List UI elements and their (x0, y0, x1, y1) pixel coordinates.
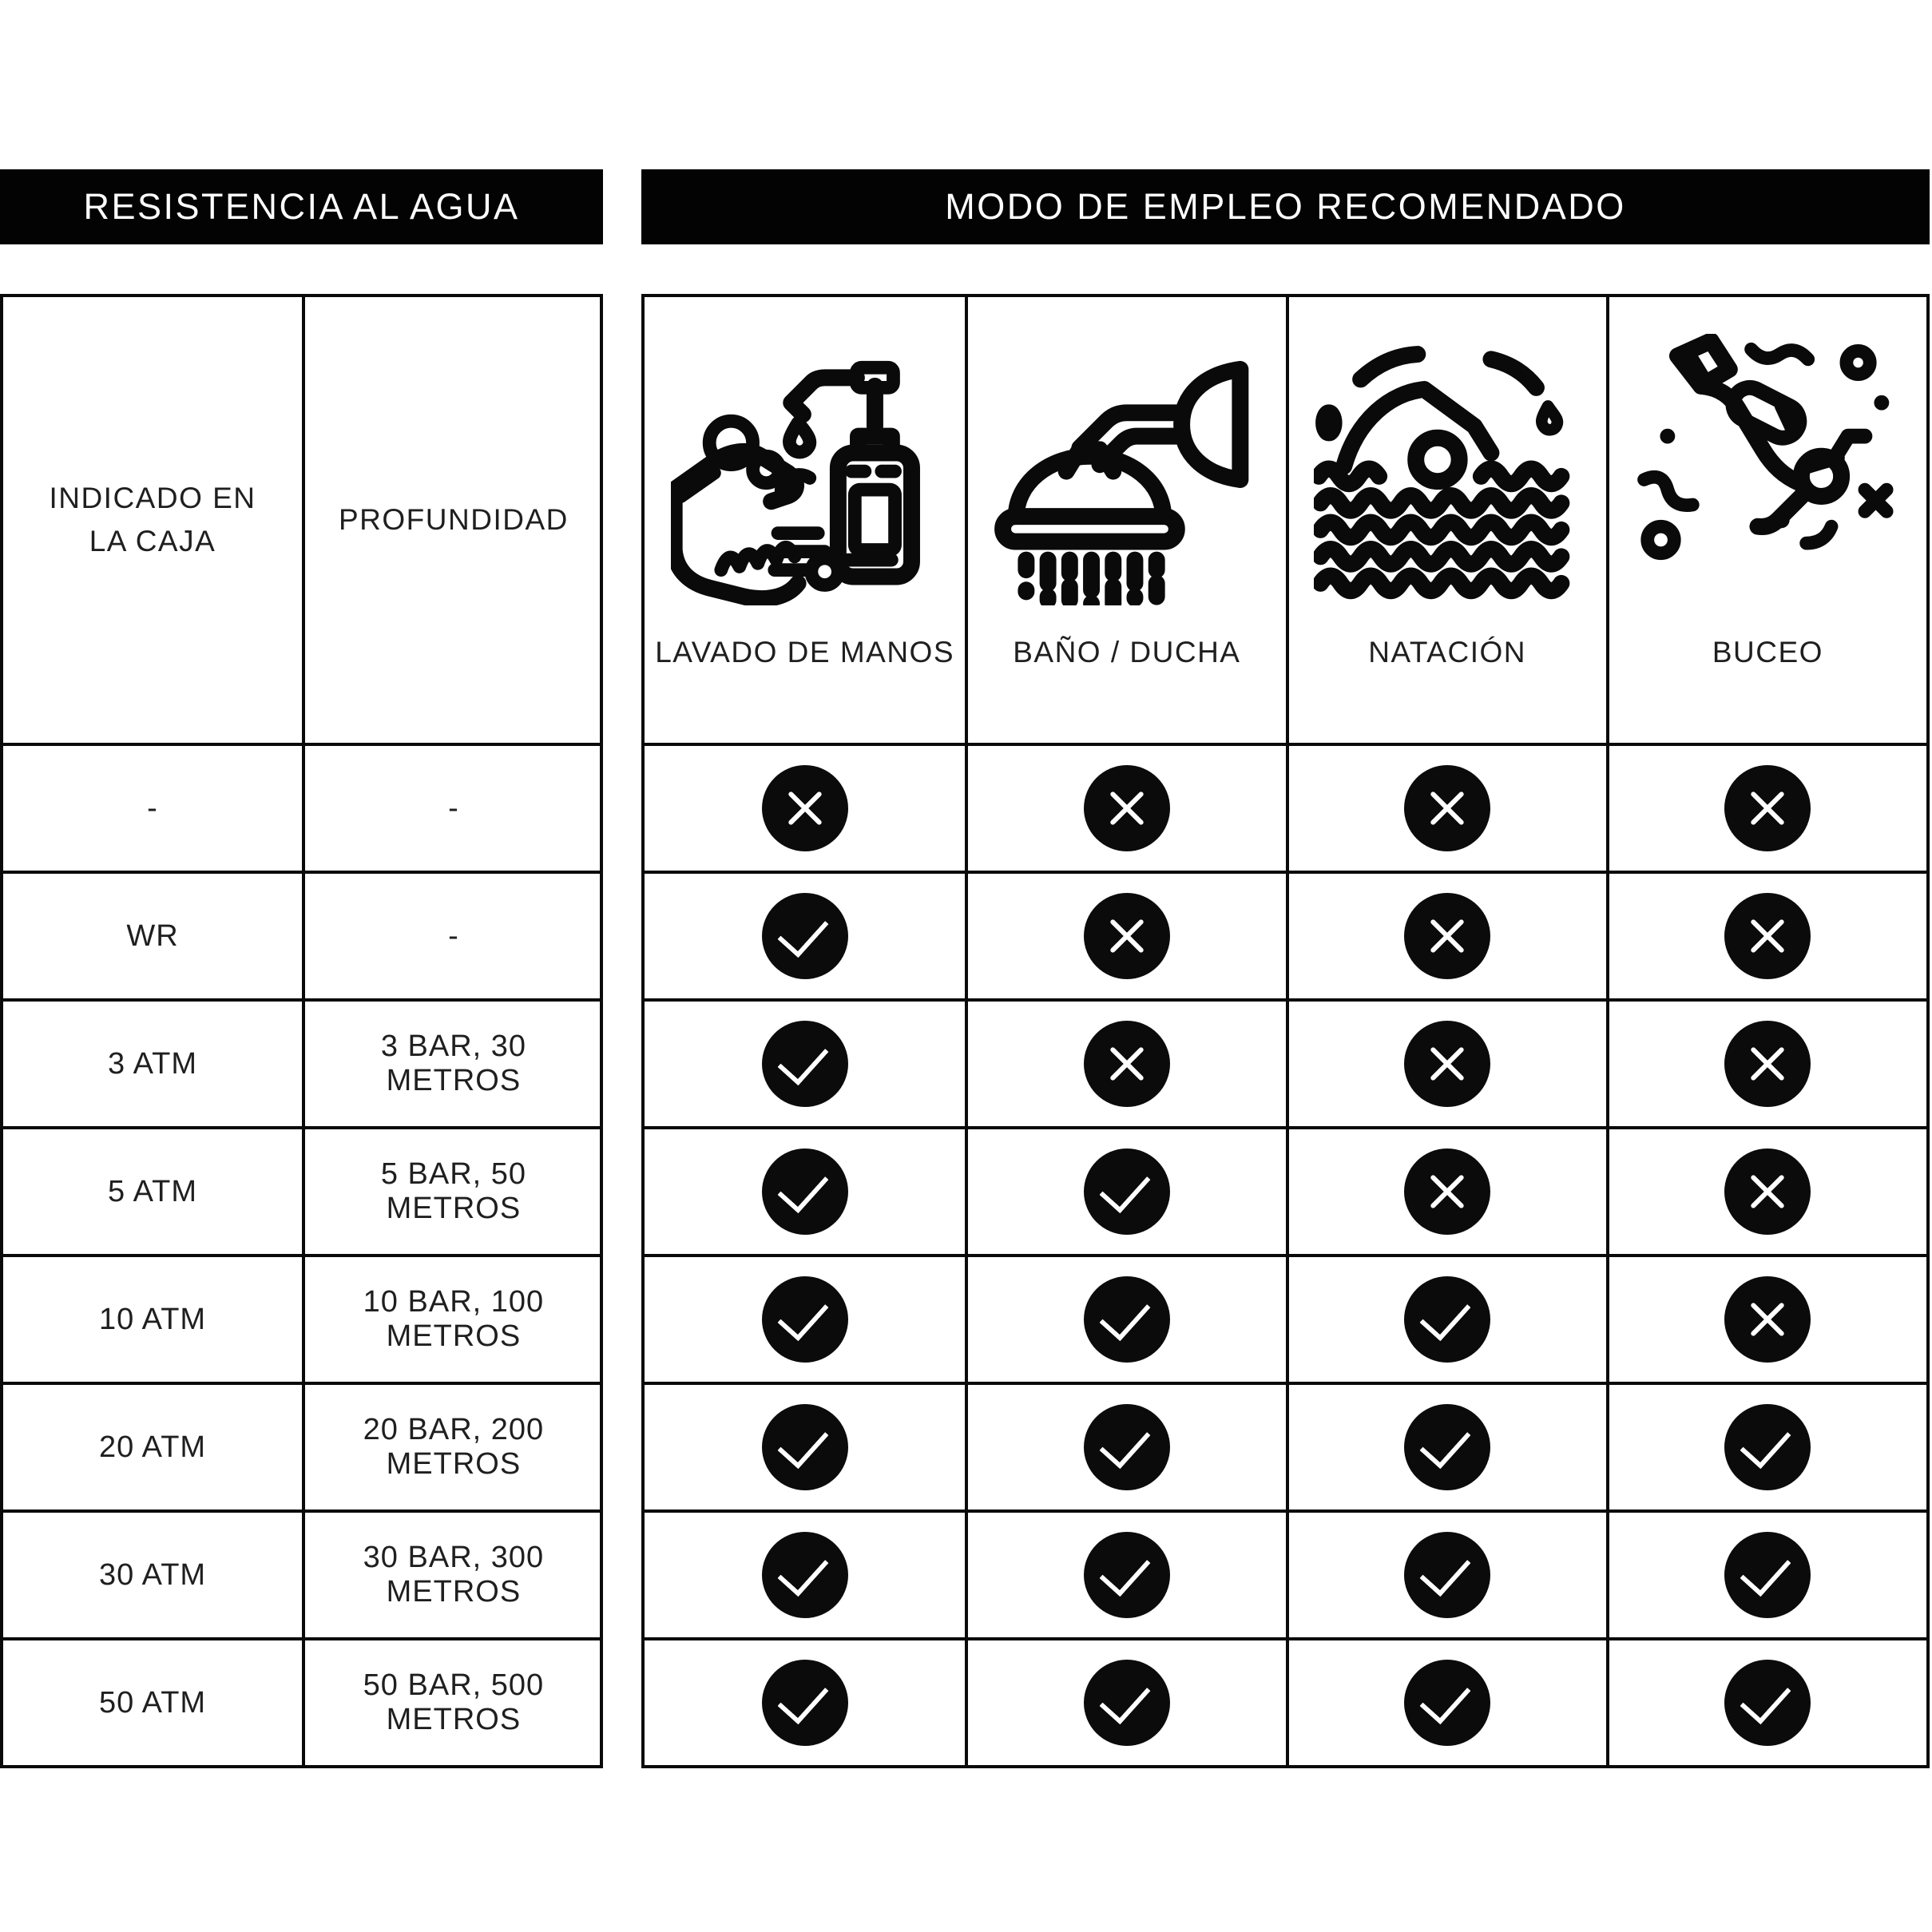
cell-profundidad: 30 BAR, 300 METROS (302, 1509, 602, 1637)
mark-cell (645, 871, 965, 998)
mark-cell (1286, 743, 1606, 871)
mark-cell (645, 1126, 965, 1254)
check-mark (1724, 1660, 1811, 1746)
x-mark (762, 765, 848, 851)
water-resistance-title: RESISTENCIA AL AGUA (83, 186, 520, 227)
column-header-hand-washing (645, 297, 965, 743)
x-mark (1724, 765, 1811, 851)
cell-caja: WR (3, 871, 302, 998)
x-mark (1084, 765, 1170, 851)
check-mark (762, 1660, 848, 1746)
cell-caja: 30 ATM (3, 1509, 302, 1637)
mark-cell (965, 1126, 1285, 1254)
hand-washing-icon (671, 334, 938, 605)
check-mark (762, 893, 848, 979)
check-mark (762, 1532, 848, 1618)
cell-profundidad: - (302, 871, 602, 998)
mark-cell (645, 1382, 965, 1509)
mark-cell (965, 1509, 1285, 1637)
column-label-diving: BUCEO (1712, 636, 1823, 668)
x-mark (1724, 1021, 1811, 1107)
diving-icon (1634, 334, 1902, 605)
cell-caja: 50 ATM (3, 1637, 302, 1765)
mark-cell (1286, 1509, 1606, 1637)
column-label-swimming: NATACIÓN (1368, 636, 1526, 668)
mark-cell (645, 998, 965, 1126)
x-mark (1404, 1021, 1490, 1107)
water-resistance-title-bar (0, 169, 603, 244)
cell-profundidad: 10 BAR, 100 METROS (302, 1254, 602, 1382)
cell-caja: 3 ATM (3, 998, 302, 1126)
mark-cell (1606, 998, 1926, 1126)
shower-icon (993, 334, 1260, 605)
mark-cell (965, 743, 1285, 871)
x-mark (1404, 1148, 1490, 1235)
x-mark (1724, 1148, 1811, 1235)
usage-mode-title: MODO DE EMPLEO RECOMENDADO (945, 186, 1626, 227)
mark-cell (1606, 871, 1926, 998)
mark-cell (965, 1637, 1285, 1765)
column-label-shower: BAÑO / DUCHA (1013, 636, 1241, 668)
mark-cell (645, 743, 965, 871)
check-mark (1404, 1660, 1490, 1746)
mark-cell (1606, 1637, 1926, 1765)
mark-cell (1606, 1382, 1926, 1509)
cell-caja: 20 ATM (3, 1382, 302, 1509)
check-mark (1404, 1532, 1490, 1618)
cell-profundidad: 50 BAR, 500 METROS (302, 1637, 602, 1765)
ratings-table (0, 294, 603, 1768)
usage-table (641, 294, 1930, 1768)
column-label-hand-washing: LAVADO DE MANOS (655, 636, 954, 668)
x-mark (1404, 765, 1490, 851)
swimming-icon (1314, 334, 1581, 605)
cell-profundidad: 3 BAR, 30 METROS (302, 998, 602, 1126)
mark-cell (965, 1382, 1285, 1509)
mark-cell (965, 998, 1285, 1126)
mark-cell (965, 1254, 1285, 1382)
mark-cell (1286, 1382, 1606, 1509)
x-mark (1404, 893, 1490, 979)
cell-caja: 10 ATM (3, 1254, 302, 1382)
mark-cell (1606, 1254, 1926, 1382)
check-mark (1724, 1532, 1811, 1618)
column-header-depth: PROFUNDIDAD (302, 297, 602, 743)
check-mark (762, 1021, 848, 1107)
mark-cell (1286, 1254, 1606, 1382)
column-header-swimming (1286, 297, 1606, 743)
column-header-diving (1606, 297, 1926, 743)
mark-cell (645, 1254, 965, 1382)
x-mark (1084, 893, 1170, 979)
cell-caja: - (3, 743, 302, 871)
check-mark (762, 1404, 848, 1490)
check-mark (1084, 1148, 1170, 1235)
cell-profundidad: 20 BAR, 200 METROS (302, 1382, 602, 1509)
mark-cell (1286, 871, 1606, 998)
mark-cell (1286, 1126, 1606, 1254)
cell-caja: 5 ATM (3, 1126, 302, 1254)
cell-profundidad: - (302, 743, 602, 871)
x-mark (1724, 1276, 1811, 1363)
check-mark (1084, 1404, 1170, 1490)
mark-cell (965, 871, 1285, 998)
mark-cell (1286, 998, 1606, 1126)
mark-cell (645, 1509, 965, 1637)
check-mark (1404, 1276, 1490, 1363)
x-mark (1724, 893, 1811, 979)
mark-cell (1606, 1126, 1926, 1254)
mark-cell (1286, 1637, 1606, 1765)
check-mark (1084, 1660, 1170, 1746)
mark-cell (1606, 1509, 1926, 1637)
check-mark (762, 1148, 848, 1235)
check-mark (1404, 1404, 1490, 1490)
mark-cell (1606, 743, 1926, 871)
usage-mode-title-bar (641, 169, 1930, 244)
check-mark (1084, 1276, 1170, 1363)
check-mark (762, 1276, 848, 1363)
column-header-case-marking: INDICADO EN LA CAJA (49, 482, 256, 557)
check-mark (1084, 1532, 1170, 1618)
cell-profundidad: 5 BAR, 50 METROS (302, 1126, 602, 1254)
mark-cell (645, 1637, 965, 1765)
check-mark (1724, 1404, 1811, 1490)
x-mark (1084, 1021, 1170, 1107)
column-header-shower (965, 297, 1285, 743)
